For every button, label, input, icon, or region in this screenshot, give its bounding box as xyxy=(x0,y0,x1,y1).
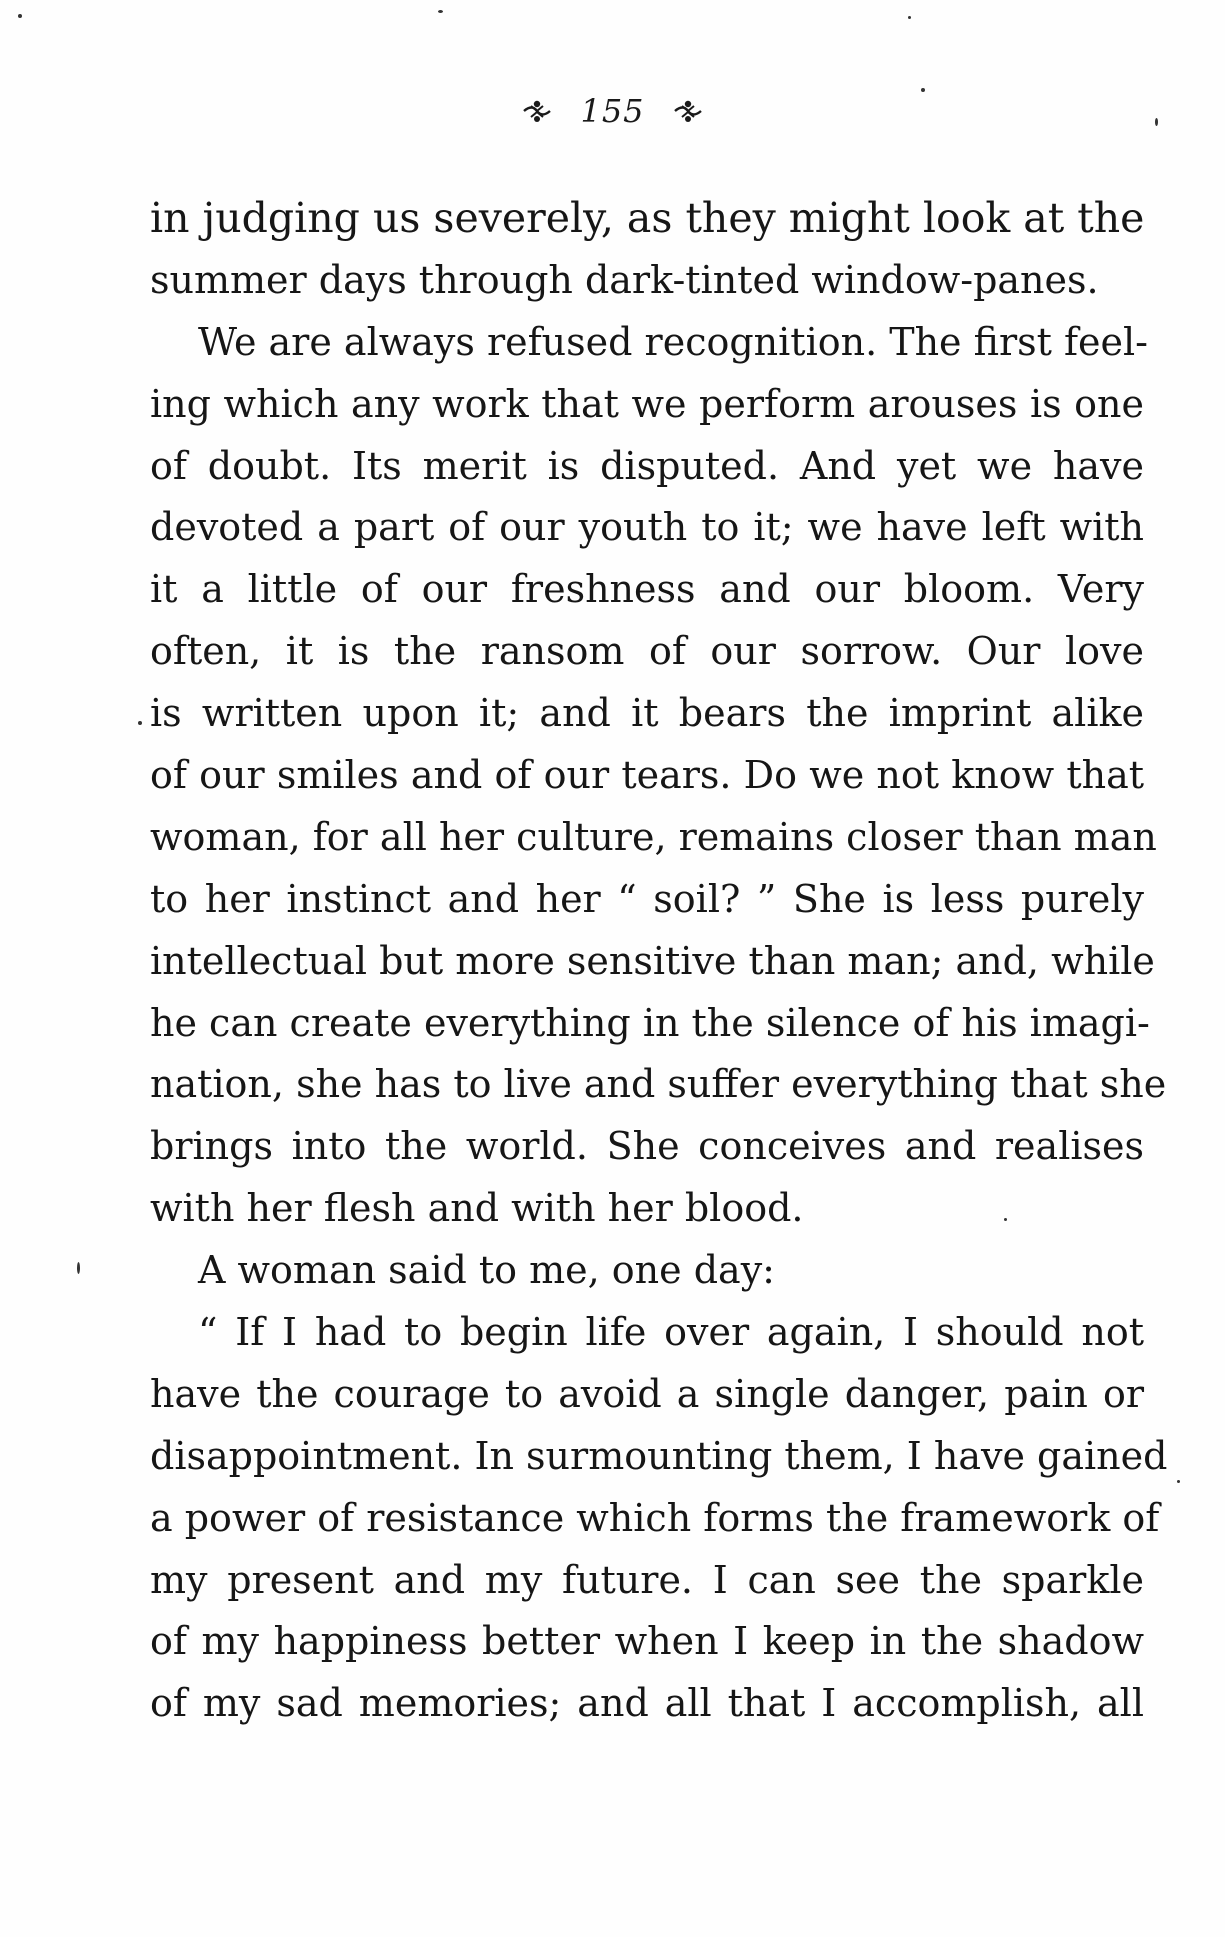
text-line: intellectual but more sensitive than man; and, while xyxy=(150,938,1155,983)
text-line: ing which any work that we perform arouses is one xyxy=(150,381,1144,426)
text-line: of my happiness better when I keep in the shadow xyxy=(150,1619,1144,1664)
text-line: summer days through dark-tinted window-panes. xyxy=(150,257,1099,302)
body-text xyxy=(150,188,1168,1735)
fleuron-icon xyxy=(518,96,556,126)
text-line: in judging us severely, as they might look at the xyxy=(150,194,1145,242)
text-line: with her flesh and with her blood. xyxy=(150,1186,804,1231)
text-line: of my sad memories; and all that I accomplish, all xyxy=(150,1681,1144,1726)
page-header xyxy=(0,92,1225,130)
text-line: to her instinct and her “ soil? ” She is less purely xyxy=(150,876,1144,921)
text-line: We are always refused recognition. The first feel- xyxy=(198,319,1149,364)
text-line: a power of resistance which forms the framework of xyxy=(150,1495,1160,1540)
text-line: my present and my future. I can see the sparkle xyxy=(150,1557,1144,1602)
text-line: have the courage to avoid a single danger, pain or xyxy=(150,1371,1144,1416)
text-line: brings into the world. She conceives and realises xyxy=(150,1124,1144,1169)
text-line: is written upon it; and it bears the imprint alike xyxy=(150,691,1144,736)
text-line: of doubt. Its merit is disputed. And yet we have xyxy=(150,443,1144,488)
text-line: A woman said to me, one day: xyxy=(198,1248,775,1293)
text-line: it a little of our freshness and our bloom. Very xyxy=(150,567,1144,612)
text-line: nation, she has to live and suffer everything that she xyxy=(150,1062,1167,1107)
text-line: he can create everything in the silence of his imagi- xyxy=(150,1000,1150,1045)
text-line: devoted a part of our youth to it; we have left with xyxy=(150,505,1144,550)
text-line: “ If I had to begin life over again, I should not xyxy=(198,1310,1144,1355)
text-line: of our smiles and of our tears. Do we not know that xyxy=(150,753,1144,798)
text-line: often, it is the ransom of our sorrow. Our love xyxy=(150,629,1144,674)
page-number: 155 xyxy=(580,92,645,130)
text-line: woman, for all her culture, remains closer than man xyxy=(150,814,1157,859)
fleuron-icon xyxy=(669,96,707,126)
text-line: disappointment. In surmounting them, I have gained xyxy=(150,1433,1168,1478)
